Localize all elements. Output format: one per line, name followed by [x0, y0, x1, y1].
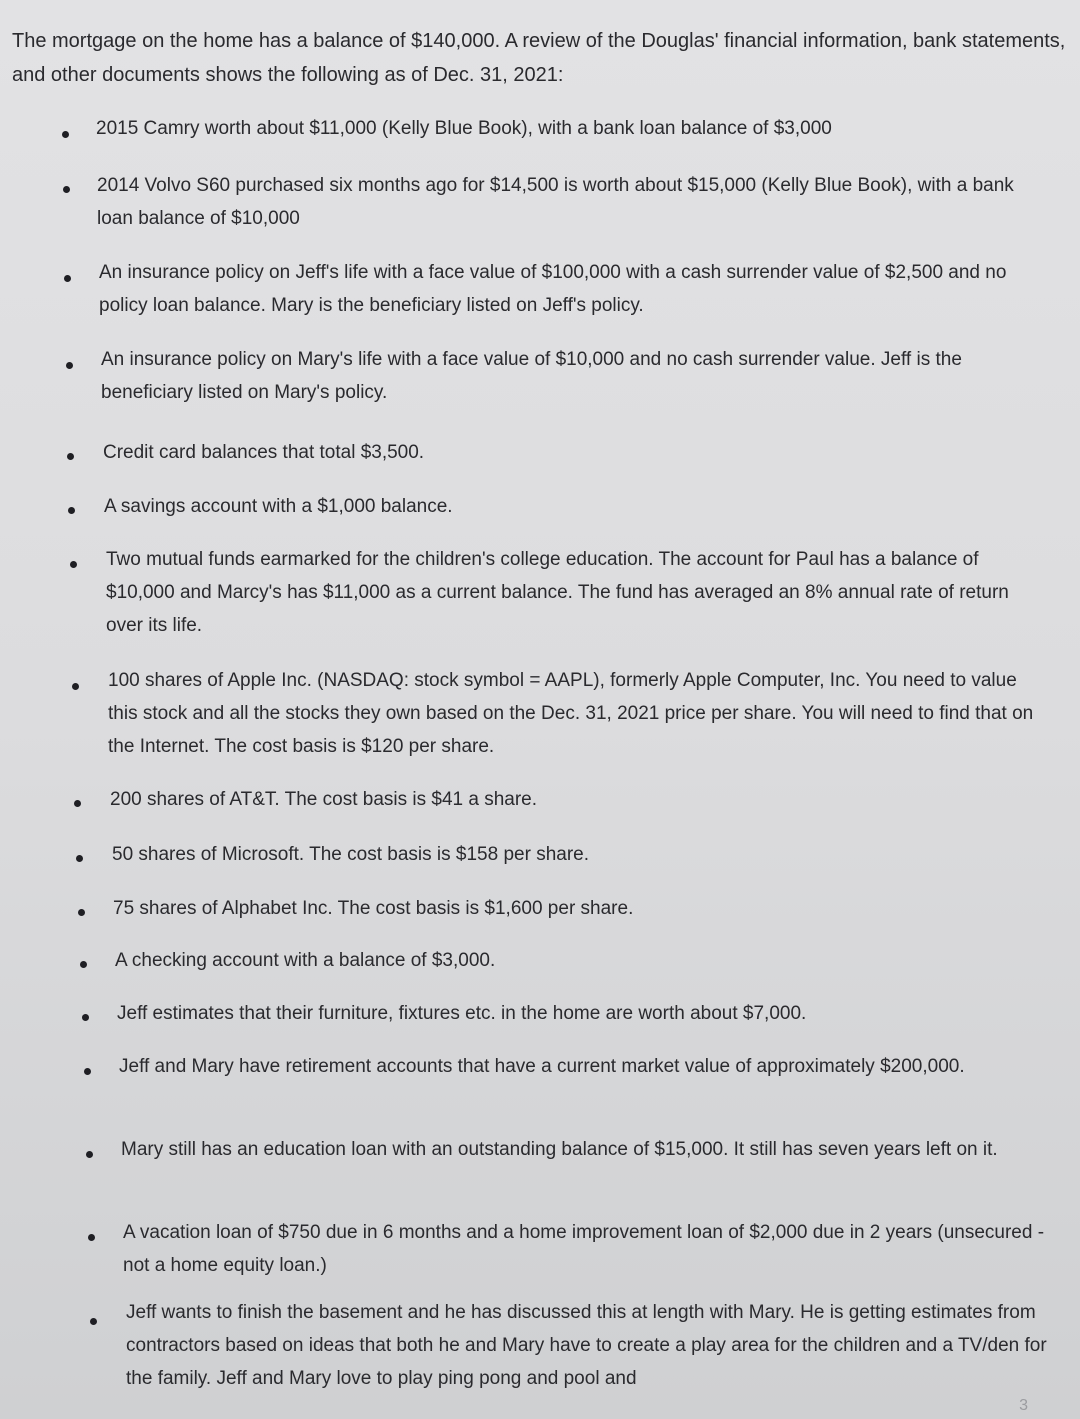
bullet-marker — [78, 909, 85, 916]
bullet-marker — [86, 1151, 93, 1158]
list-item-savings: A savings account with a $1,000 balance. — [104, 496, 453, 517]
bullet-marker — [62, 131, 69, 138]
bullet-marker — [80, 961, 87, 968]
list-item-att-shares: 200 shares of AT&T. The cost basis is $41 a share. — [110, 789, 538, 810]
list-item-retirement: Jeff and Mary have retirement accounts that have a current market value of approximately $200,000. — [119, 1056, 965, 1077]
list-item-basement: Jeff wants to finish the basement and he has discussed this at length with Mary. He is getting estimates from contractors based on ideas that both he and Mary have to create a play area for the children and a TV/den for the family. Jeff and Mary love to play ping pong and pool and — [126, 1302, 1047, 1389]
bullet-marker — [76, 855, 83, 862]
bullet-marker — [74, 800, 81, 807]
list-item-furniture: Jeff estimates that their furniture, fixtures etc. in the home are worth about $7,000. — [117, 1003, 807, 1024]
list-item-jeff-insurance: An insurance policy on Jeff's life with a face value of $100,000 with a cash surrender value of $2,500 and no policy loan balance. Mary is the beneficiary listed on Jeff's policy. — [99, 262, 1007, 316]
bullet-marker — [64, 275, 71, 282]
bullet-marker — [70, 561, 77, 568]
list-item-alphabet-shares: 75 shares of Alphabet Inc. The cost basis is $1,600 per share. — [113, 898, 634, 919]
list-item-checking: A checking account with a balance of $3,000. — [115, 950, 496, 971]
bullet-marker — [72, 683, 79, 690]
list-item-microsoft-shares: 50 shares of Microsoft. The cost basis is $158 per share. — [112, 844, 589, 865]
list-item-education-loan: Mary still has an education loan with an outstanding balance of $15,000. It still has seven years left on it. — [121, 1139, 998, 1160]
list-item-credit-cards: Credit card balances that total $3,500. — [103, 442, 425, 463]
bullet-marker — [67, 453, 74, 460]
list-item-mutual-funds: Two mutual funds earmarked for the children's college education. The account for Paul has a balance of $10,000 and Marcy's has $11,000 as a current balance. The fund has averaged an 8% annual rate of return over its life. — [106, 549, 1009, 636]
bullet-marker — [84, 1068, 91, 1075]
list-item-volvo: 2014 Volvo S60 purchased six months ago for $14,500 is worth about $15,000 (Kelly Blue Book), with a bank loan balance of $10,000 — [97, 175, 1014, 229]
list-item-camry: 2015 Camry worth about $11,000 (Kelly Blue Book), with a bank loan balance of $3,000 — [96, 118, 832, 139]
bullet-marker — [66, 362, 73, 369]
bullet-marker — [63, 186, 70, 193]
list-item-vacation-loan: A vacation loan of $750 due in 6 months and a home improvement loan of $2,000 due in 2 years (unsecured - not a home equity loan.) — [123, 1222, 1045, 1276]
list-item-apple-shares: 100 shares of Apple Inc. (NASDAQ: stock symbol = AAPL), formerly Apple Computer, Inc. You need to value this stock and all the stocks they own based on the Dec. 31, 2021 price per share. You will need to find that on the Internet. The cost basis is $120 per share. — [108, 670, 1034, 757]
intro-paragraph: The mortgage on the home has a balance of $140,000. A review of the Douglas' financial information, bank statements, and other documents shows the following as of Dec. 31, 2021: — [12, 30, 1066, 86]
list-item-mary-insurance: An insurance policy on Mary's life with a face value of $10,000 and no cash surrender value. Jeff is the beneficiary listed on Mary's policy. — [101, 349, 962, 403]
bullet-marker — [90, 1318, 97, 1325]
bullet-marker — [88, 1234, 95, 1241]
bullet-marker — [82, 1014, 89, 1021]
page-number: 3 — [1019, 1397, 1028, 1414]
bullet-marker — [68, 507, 75, 514]
